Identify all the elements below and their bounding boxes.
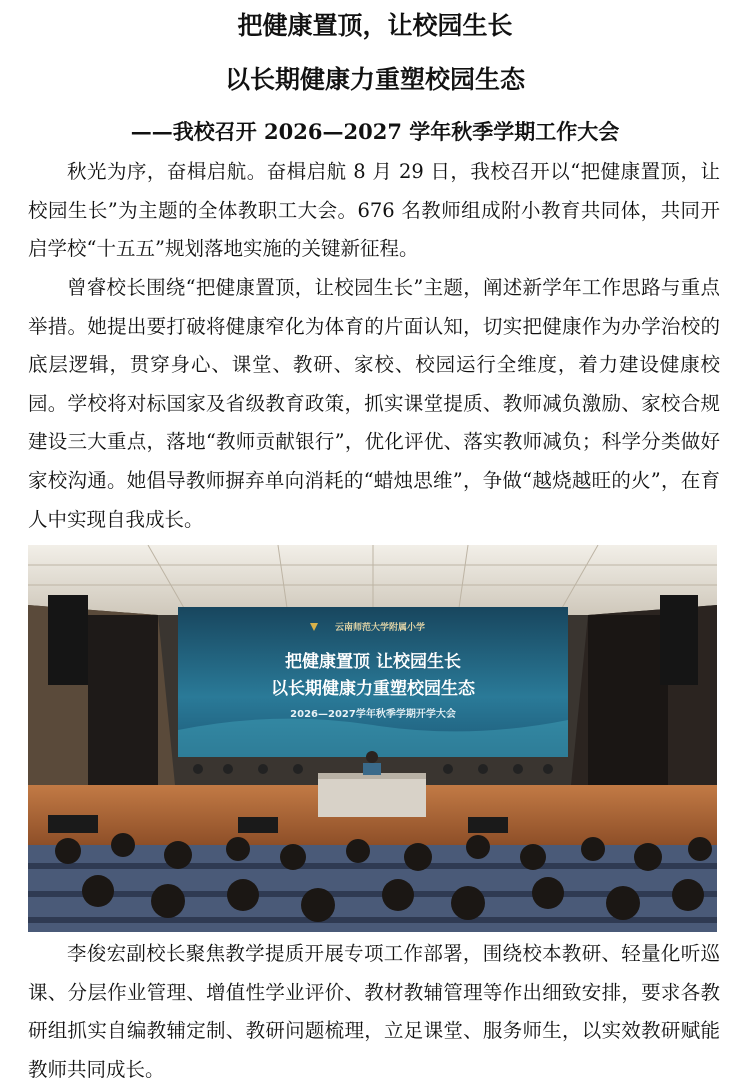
paragraph-1: 秋光为序，奋楫启航。奋楫启航 8 月 29 日，我校召开以“把健康置顶，让校园生长”为主题的全体教职工大会。676 名教师组成附小教育共同体，共同开启学校“十五五”规划落地实施的关键新征程。	[28, 160, 720, 261]
screen-school-name: 云南师范大学附属小学	[334, 623, 426, 633]
paragraph-2: 曾睿校长围绕“把健康置顶，让校园生长”主题，阐述新学年工作思路与重点举措。她提出要打破将健康窄化为体育的片面认知，切实把健康作为办学治校的底层逻辑，贯穿身心、课堂、教研、家校、校园运行全维度，着力建设健康校园。学校将对标国家及省级教育政策，抓实课堂提质、教师减负激励、家校合规建设三大重点，落地“教师贡献银行”，优化评优、落实教师减负；科学分类做好家校沟通。她倡导教师摒弃单向消耗的“蜡烛思维”，争做“越烧越旺的火”，在育人中实现自我成长。	[28, 276, 720, 531]
screen-line3: 2026—2027学年秋季学期开学大会	[290, 709, 456, 720]
screen-line1: 把健康置顶 让校园生长	[285, 652, 461, 672]
podium	[318, 773, 426, 817]
article-subtitle: ——我校召开 2026—2027 学年秋季学期工作大会	[130, 119, 620, 144]
article-title-line2: 以长期健康力重塑校园生态	[224, 65, 525, 94]
screen-line2: 以长期健康力重塑校园生态	[271, 679, 475, 699]
article-title-line1: 把健康置顶，让校园生长	[237, 11, 513, 40]
meeting-photo	[28, 545, 717, 932]
paragraph-3: 李俊宏副校长聚焦教学提质开展专项工作部署，围绕校本教研、轻量化听巡课、分层作业管理、增值性学业评价、教材教辅管理等作出细致安排，要求各教研组抓实自编教辅定制、教研问题梳理，立足课堂、服务师生，以实效教研赋能教师共同成长。	[28, 942, 720, 1081]
